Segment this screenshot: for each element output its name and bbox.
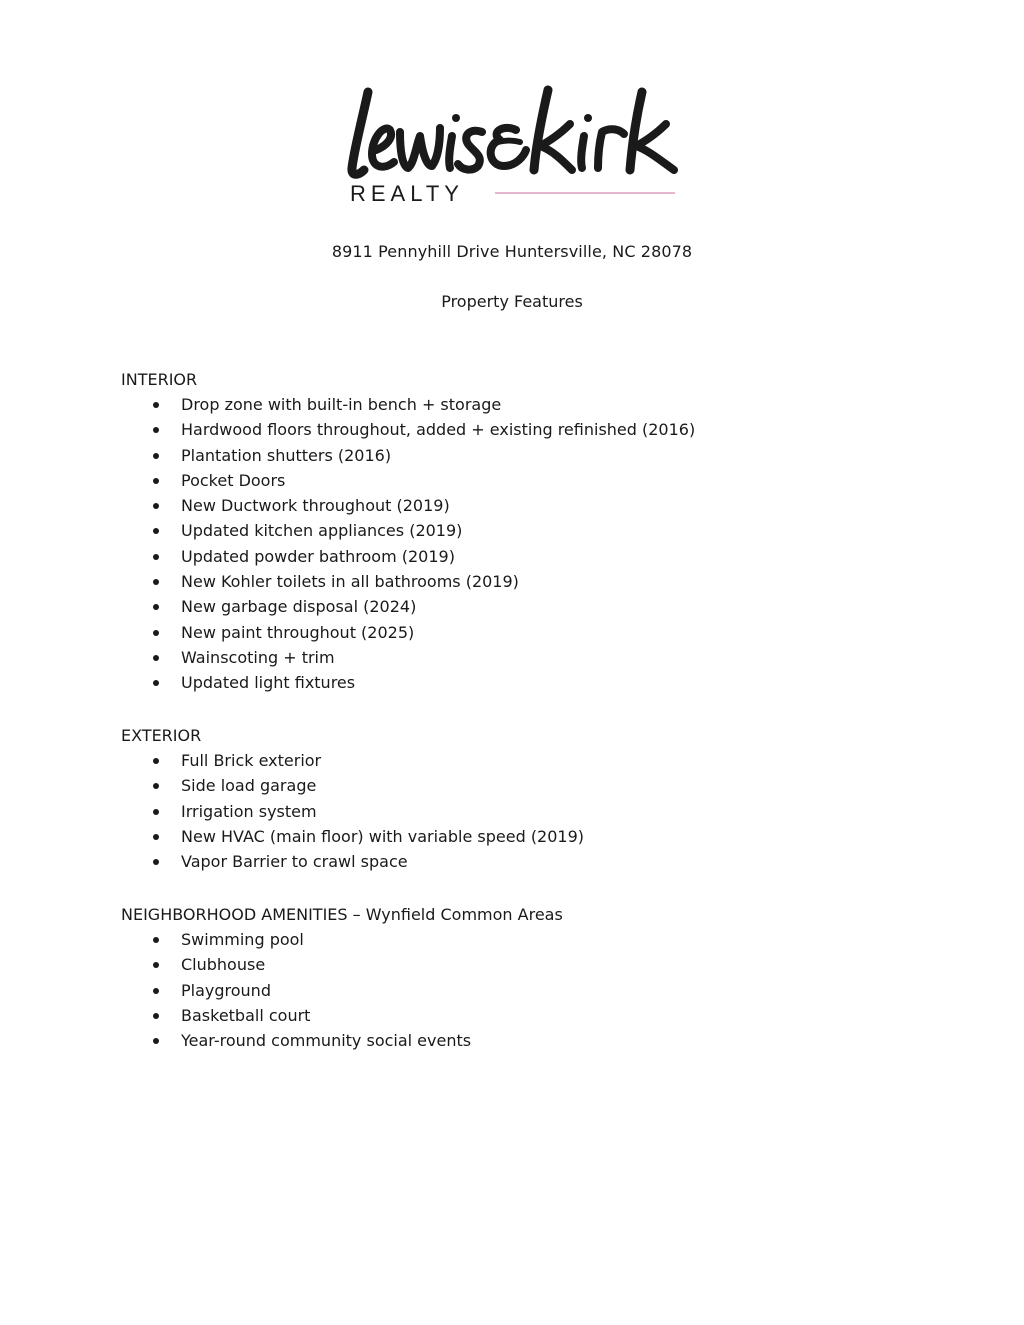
list-item [121,1028,941,1053]
list-item-text: New HVAC (main floor) with variable speed (2019) [181,826,585,846]
bullet-icon [153,478,159,484]
list-item [121,443,941,468]
section-interior [121,367,941,696]
list-item-text: Vapor Barrier to crawl space [181,852,408,872]
list-item-text: New paint throughout (2025) [181,622,415,642]
bullet-icon [153,859,159,865]
section-exterior [121,723,941,874]
list-item [121,927,941,952]
feature-list-neighborhood [121,927,941,1053]
list-item-text: Basketball court [181,1005,311,1025]
list-item-text: Updated powder bathroom (2019) [181,546,455,566]
list-item [121,468,941,493]
list-item [121,1003,941,1028]
section-heading-interior: INTERIOR [121,370,198,389]
bullet-icon [153,655,159,661]
bullet-icon [153,528,159,534]
list-item-text: Playground [181,980,271,1000]
bullet-icon [153,937,159,943]
list-item-text: New Ductwork throughout (2019) [181,496,450,516]
property-address: 8911 Pennyhill Drive Huntersville, NC 28078 [331,242,693,261]
list-item-text: Swimming pool [181,930,304,949]
list-item-text: New Kohler toilets in all bathrooms (2019) [181,572,519,592]
document-subtitle: Property Features [441,292,583,311]
list-item [121,544,941,569]
bullet-icon [153,453,159,459]
list-item-text: Hardwood floors throughout, added + existing refinished (2016) [181,420,696,440]
feature-list-exterior [121,748,941,874]
list-item [121,594,941,619]
bullet-icon [153,427,159,433]
list-item [121,824,941,849]
list-item-text: Year-round community social events [181,1031,472,1051]
lewis-kirk-realty-logo [340,80,685,210]
list-item [121,952,941,977]
bullet-icon [153,402,159,408]
section-heading-neighborhood: NEIGHBORHOOD AMENITIES – Wynfield Common Areas [121,905,563,924]
list-item [121,978,941,1003]
list-item-text: Updated light fixtures [181,673,356,693]
list-item-text: Updated kitchen appliances (2019) [181,521,463,541]
list-item [121,799,941,824]
bullet-icon [153,758,159,764]
list-item-text: Side load garage [181,776,317,796]
bullet-icon [153,809,159,815]
bullet-icon [153,503,159,509]
list-item [121,518,941,543]
list-item-text: Clubhouse [181,955,266,975]
list-item [121,620,941,645]
list-item-text: Full Brick exterior [181,751,322,770]
bullet-icon [153,554,159,560]
list-item [121,645,941,670]
list-item-text: Wainscoting + trim [181,647,335,667]
list-item [121,417,941,442]
bullet-icon [153,579,159,585]
bullet-icon [153,680,159,686]
list-item-text: Pocket Doors [181,470,286,490]
list-item-text: Plantation shutters (2016) [181,445,392,465]
list-item-text: Drop zone with built-in bench + storage [181,395,502,414]
bullet-icon [153,783,159,789]
list-item [121,773,941,798]
section-heading-exterior: EXTERIOR [121,726,202,745]
bullet-icon [153,630,159,636]
logo-tagline: REALTY [350,181,464,206]
bullet-icon [153,1013,159,1019]
bullet-icon [153,834,159,840]
list-item-text: New garbage disposal (2024) [181,597,417,617]
list-item-text: Irrigation system [181,801,317,821]
feature-list-interior [121,392,941,696]
list-item [121,849,941,874]
bullet-icon [153,1038,159,1044]
bullet-icon [153,962,159,968]
company-logo [340,80,685,210]
list-item [121,569,941,594]
list-item [121,392,941,417]
bullet-icon [153,604,159,610]
list-item [121,670,941,695]
bullet-icon [153,988,159,994]
list-item [121,748,941,773]
list-item [121,493,941,518]
section-neighborhood-amenities [121,902,941,1053]
